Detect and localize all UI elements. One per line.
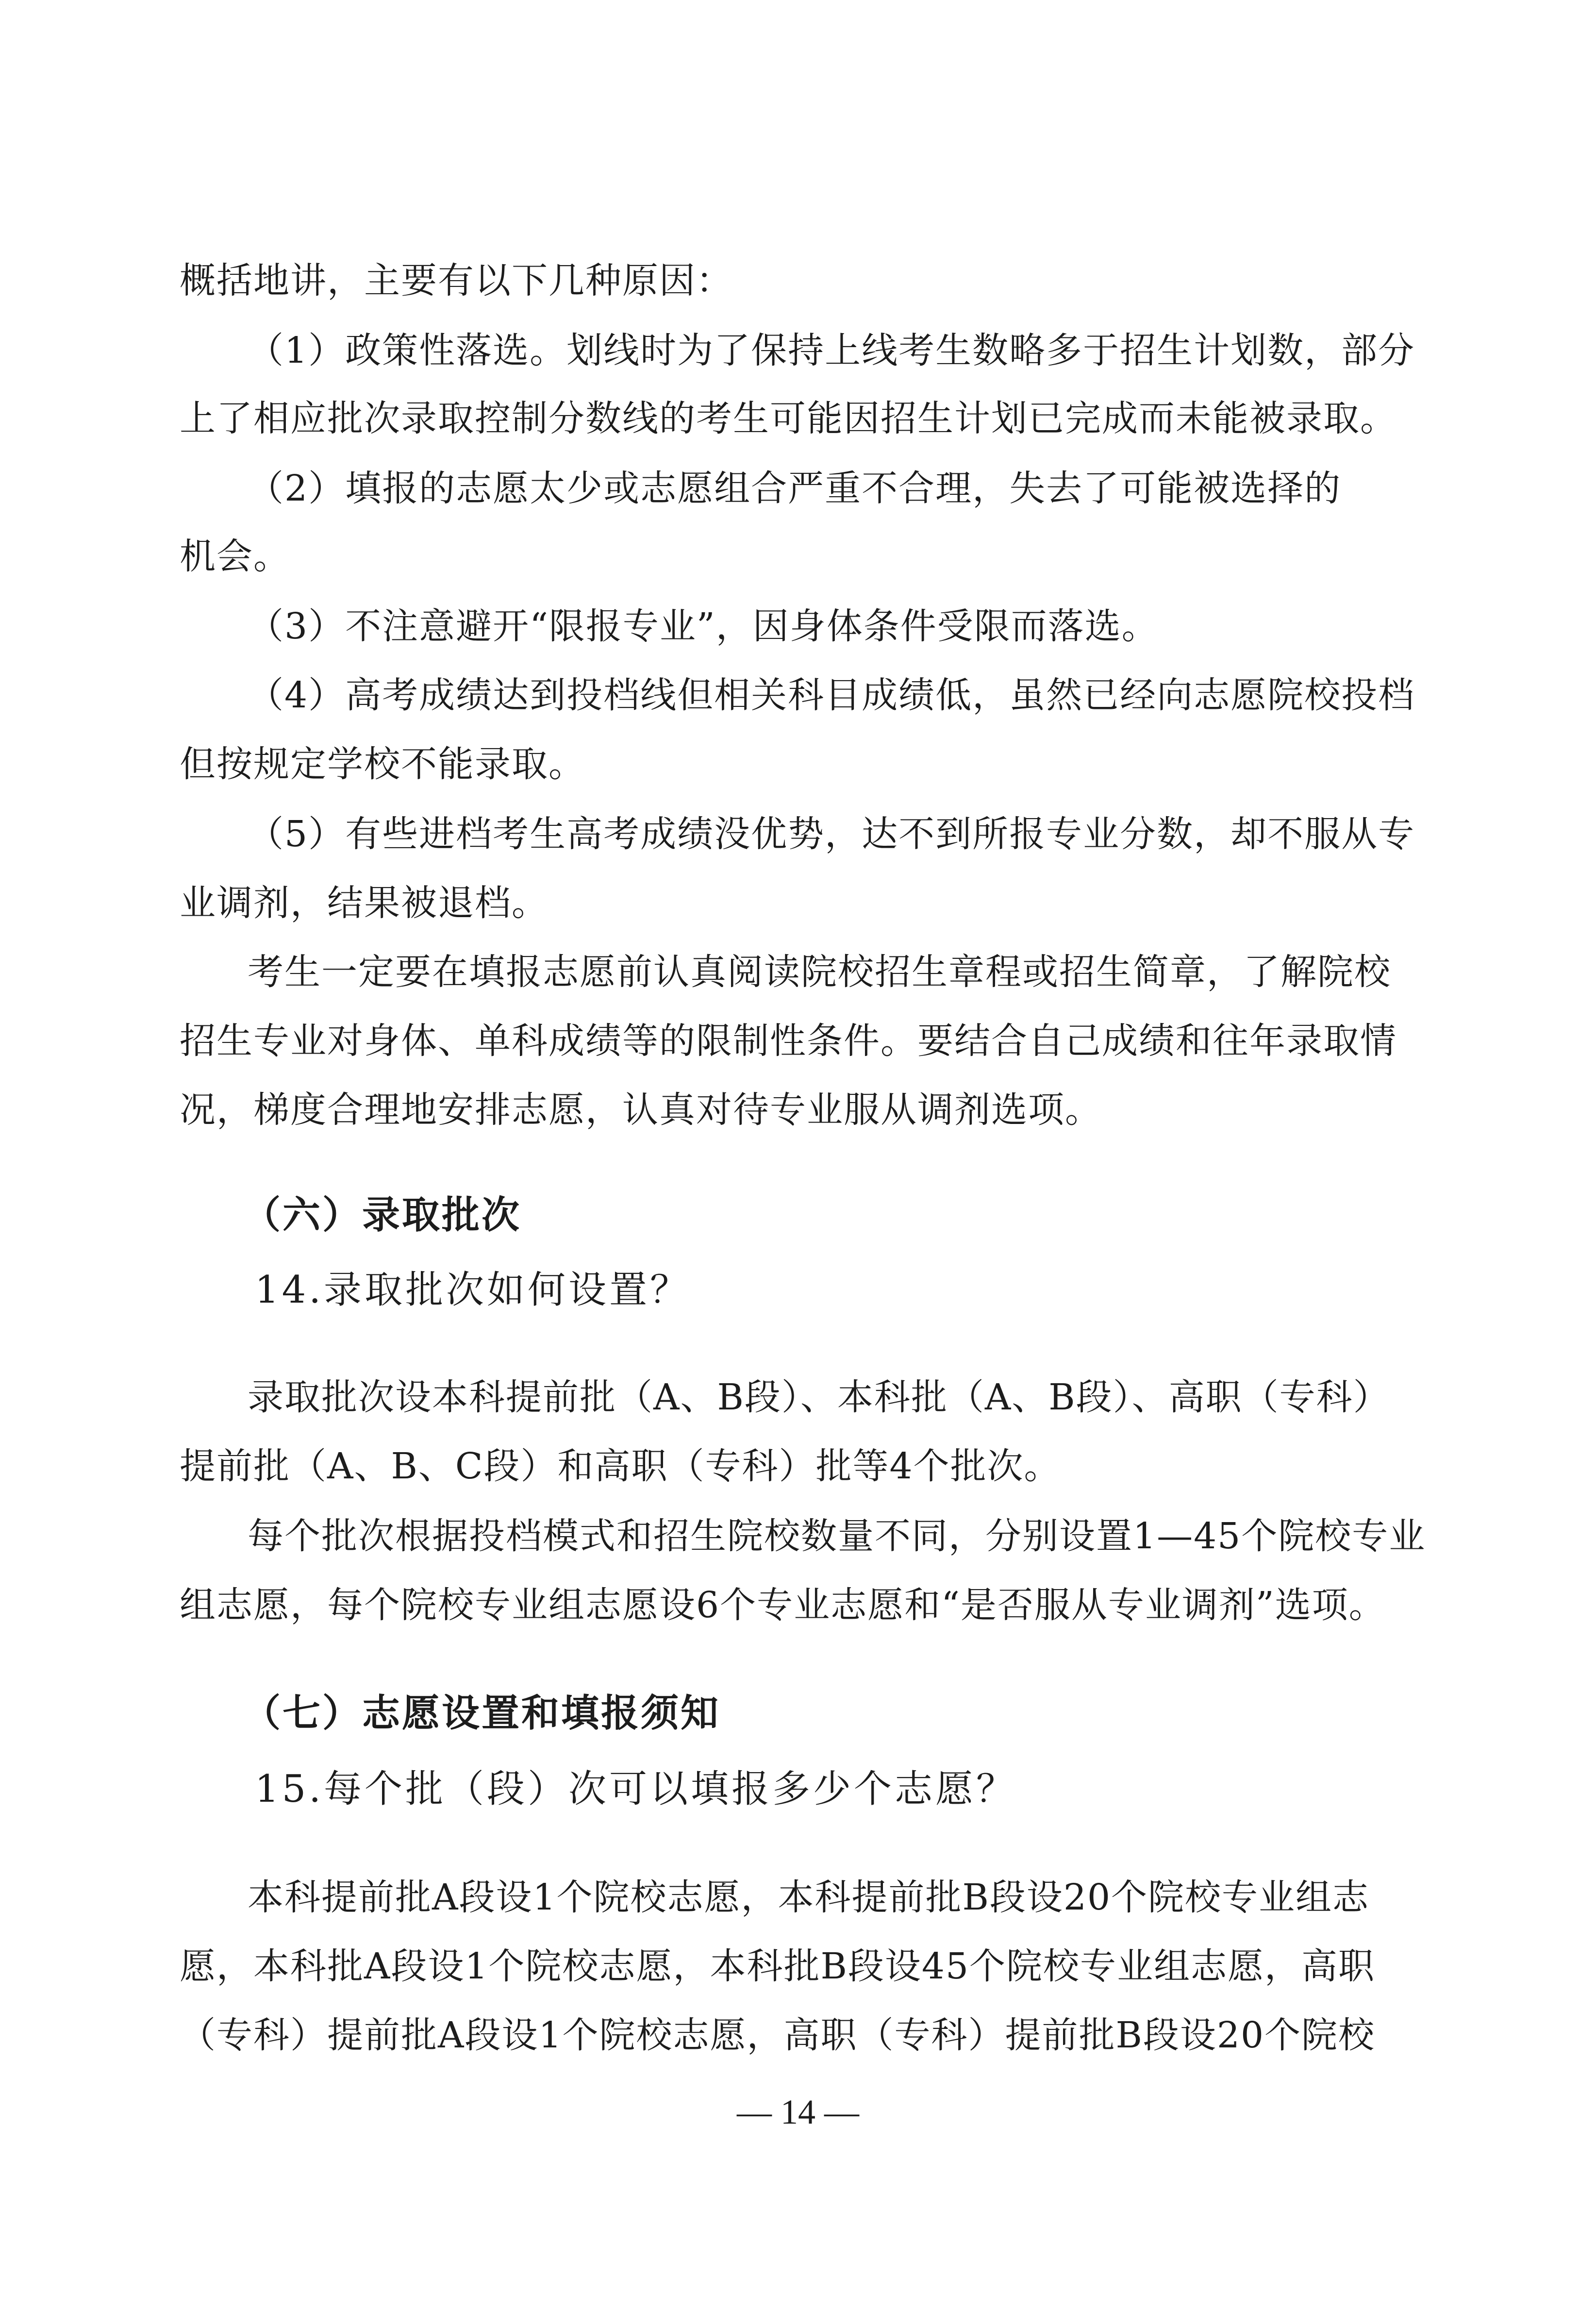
answer-14-para-2-line-2: 组志愿，每个院校专业组志愿设6个专业志愿和“是否服从专业调剂”选项。 [180, 1584, 1386, 1626]
answer-14-para-2-line-1: 每个批次根据投档模式和招生院校数量不同，分别设置1—45个院校专业 [248, 1515, 1426, 1557]
answer-15-line-2: 愿，本科批A段设1个院校志愿，本科批B段设45个院校专业组志愿，高职 [180, 1945, 1376, 1987]
reason-1-line-1: （1）政策性落选。划线时为了保持上线考生数略多于招生计划数，部分 [248, 330, 1415, 371]
page-number: — 14 — [737, 2093, 859, 2131]
reason-3-line: （3）不注意避开“限报专业”，因身体条件受限而落选。 [248, 605, 1159, 647]
reason-5-line-2: 业调剂，结果被退档。 [180, 882, 549, 924]
section-6-heading: （六）录取批次 [243, 1193, 522, 1237]
advice-line-1: 考生一定要在填报志愿前认真阅读院校招生章程或招生简章，了解院校 [248, 951, 1391, 993]
intro-line: 概括地讲，主要有以下几种原因： [180, 260, 733, 302]
reason-4-line-2: 但按规定学校不能录取。 [180, 743, 585, 785]
reason-1-line-2: 上了相应批次录取控制分数线的考生可能因招生计划已完成而未能被录取。 [180, 398, 1397, 439]
question-14: 14.录取批次如何设置？ [255, 1268, 691, 1312]
reason-4-line-1: （4）高考成绩达到投档线但相关科目成绩低，虽然已经向志愿院校投档 [248, 674, 1415, 716]
question-15: 15.每个批（段）次可以填报多少个志愿？ [255, 1767, 1017, 1811]
reason-5-line-1: （5）有些进档考生高考成绩没优势，达不到所报专业分数，却不服从专 [248, 813, 1415, 855]
answer-14-para-1-line-2: 提前批（A、B、C段）和高职（专科）批等4个批次。 [180, 1445, 1061, 1487]
advice-line-3: 况，梯度合理地安排志愿，认真对待专业服从调剂选项。 [180, 1089, 1102, 1131]
answer-14-para-1-line-1: 录取批次设本科提前批（A、B段）、本科批（A、B段）、高职（专科） [248, 1376, 1390, 1418]
reason-2-line-2: 机会。 [180, 536, 290, 577]
answer-15-line-3: （专科）提前批A段设1个院校志愿，高职（专科）提前批B段设20个院校 [180, 2014, 1376, 2056]
section-7-heading: （七）志愿设置和填报须知 [243, 1692, 721, 1735]
advice-line-2: 招生专业对身体、单科成绩等的限制性条件。要结合自己成绩和往年录取情 [180, 1020, 1397, 1062]
reason-2-line-1: （2）填报的志愿太少或志愿组合严重不合理，失去了可能被选择的 [248, 468, 1342, 509]
answer-15-line-1: 本科提前批A段设1个院校志愿，本科提前批B段设20个院校专业组志 [248, 1876, 1370, 1918]
